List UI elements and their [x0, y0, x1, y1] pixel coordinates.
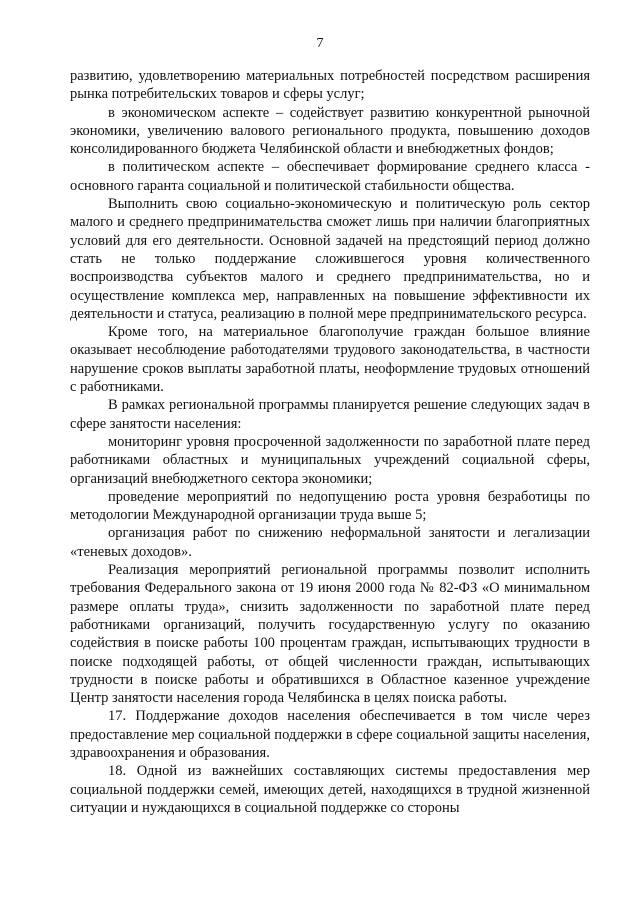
- paragraph-item-18: 18. Одной из важнейших составляющих системы предоставления мер социальной поддержки семей, имеющих детей, находящихся в трудной жизненной ситуации и нуждающихся в социальной поддержке со стороны: [70, 763, 590, 816]
- paragraph-sector-role: Выполнить свою социально-экономическую и политическую роль сектор малого и среднего предпринимательства сможет лишь при наличии благоприятных условий для его деятельности. Основной задачей на предстоящий период должно стать не только поддержание сложившегося уровня количественного воспроизводства субъектов малого и среднего предпринимательства, но и осуществление комплекса мер, направленных на повышение эффективности их деятельности и статуса, реализацию в полной мере предпринимательского ресурса.: [70, 196, 590, 322]
- document-body: [70, 67, 590, 817]
- paragraph-program-tasks: В рамках региональной программы планируется решение следующих задач в сфере занятости населения:: [70, 397, 590, 432]
- paragraph-economic-aspect: в экономическом аспекте – содействует развитию конкурентной рыночной экономики, увеличению валового регионального продукта, повышению доходов консолидированного бюджета Челябинской области и внебюджетных фондов;: [70, 104, 590, 158]
- paragraph-continuation: развитию, удовлетворению материальных потребностей посредством расширения рынка потребительских товаров и сферы услуг;: [70, 68, 590, 103]
- paragraph-item-17: 17. Поддержание доходов населения обеспечивается в том числе через предоставление мер социальной поддержки в сфере социальной защиты населения, здравоохранения и образования.: [70, 708, 590, 761]
- paragraph-political-aspect: в политическом аспекте – обеспечивает формирование среднего класса - основного гаранта социальной и политической стабильности общества.: [70, 159, 590, 194]
- page-number: 7: [316, 36, 324, 51]
- paragraph-task-informal-employment: организация работ по снижению неформальной занятости и легализации «теневых доходов».: [70, 525, 590, 560]
- paragraph-task-unemployment: проведение мероприятий по недопущению роста уровня безработицы по методологии Международной организации труда выше 5;: [70, 488, 590, 524]
- paragraph-program-implementation: Реализация мероприятий региональной программы позволит исполнить требования Федерального закона от 19 июня 2000 года № 82-ФЗ «О минимальном размере оплаты труда», снизить задолженности по заработной плате перед работниками организаций, получить государственную услугу по оказанию содействия в поиске работы 100 процентам граждан, испытывающих трудности в поиске подходящей работы, от общей численности граждан, испытывающих трудности в поиске работы и обратившихся в Областное казенное учреждение Центр занятости населения города Челябинска в целях поиска работы.: [70, 562, 590, 707]
- paragraph-labor-law: Кроме того, на материальное благополучие граждан большое влияние оказывает несоблюдение работодателями трудового законодательства, в частности нарушение сроков выплаты заработной платы, неоформление трудовых отношений с работниками.: [70, 324, 590, 396]
- paragraph-task-monitoring: мониторинг уровня просроченной задолженности по заработной плате перед работниками областных и муниципальных учреждений социальной сферы, организаций внебюджетного сектора экономики;: [70, 433, 590, 487]
